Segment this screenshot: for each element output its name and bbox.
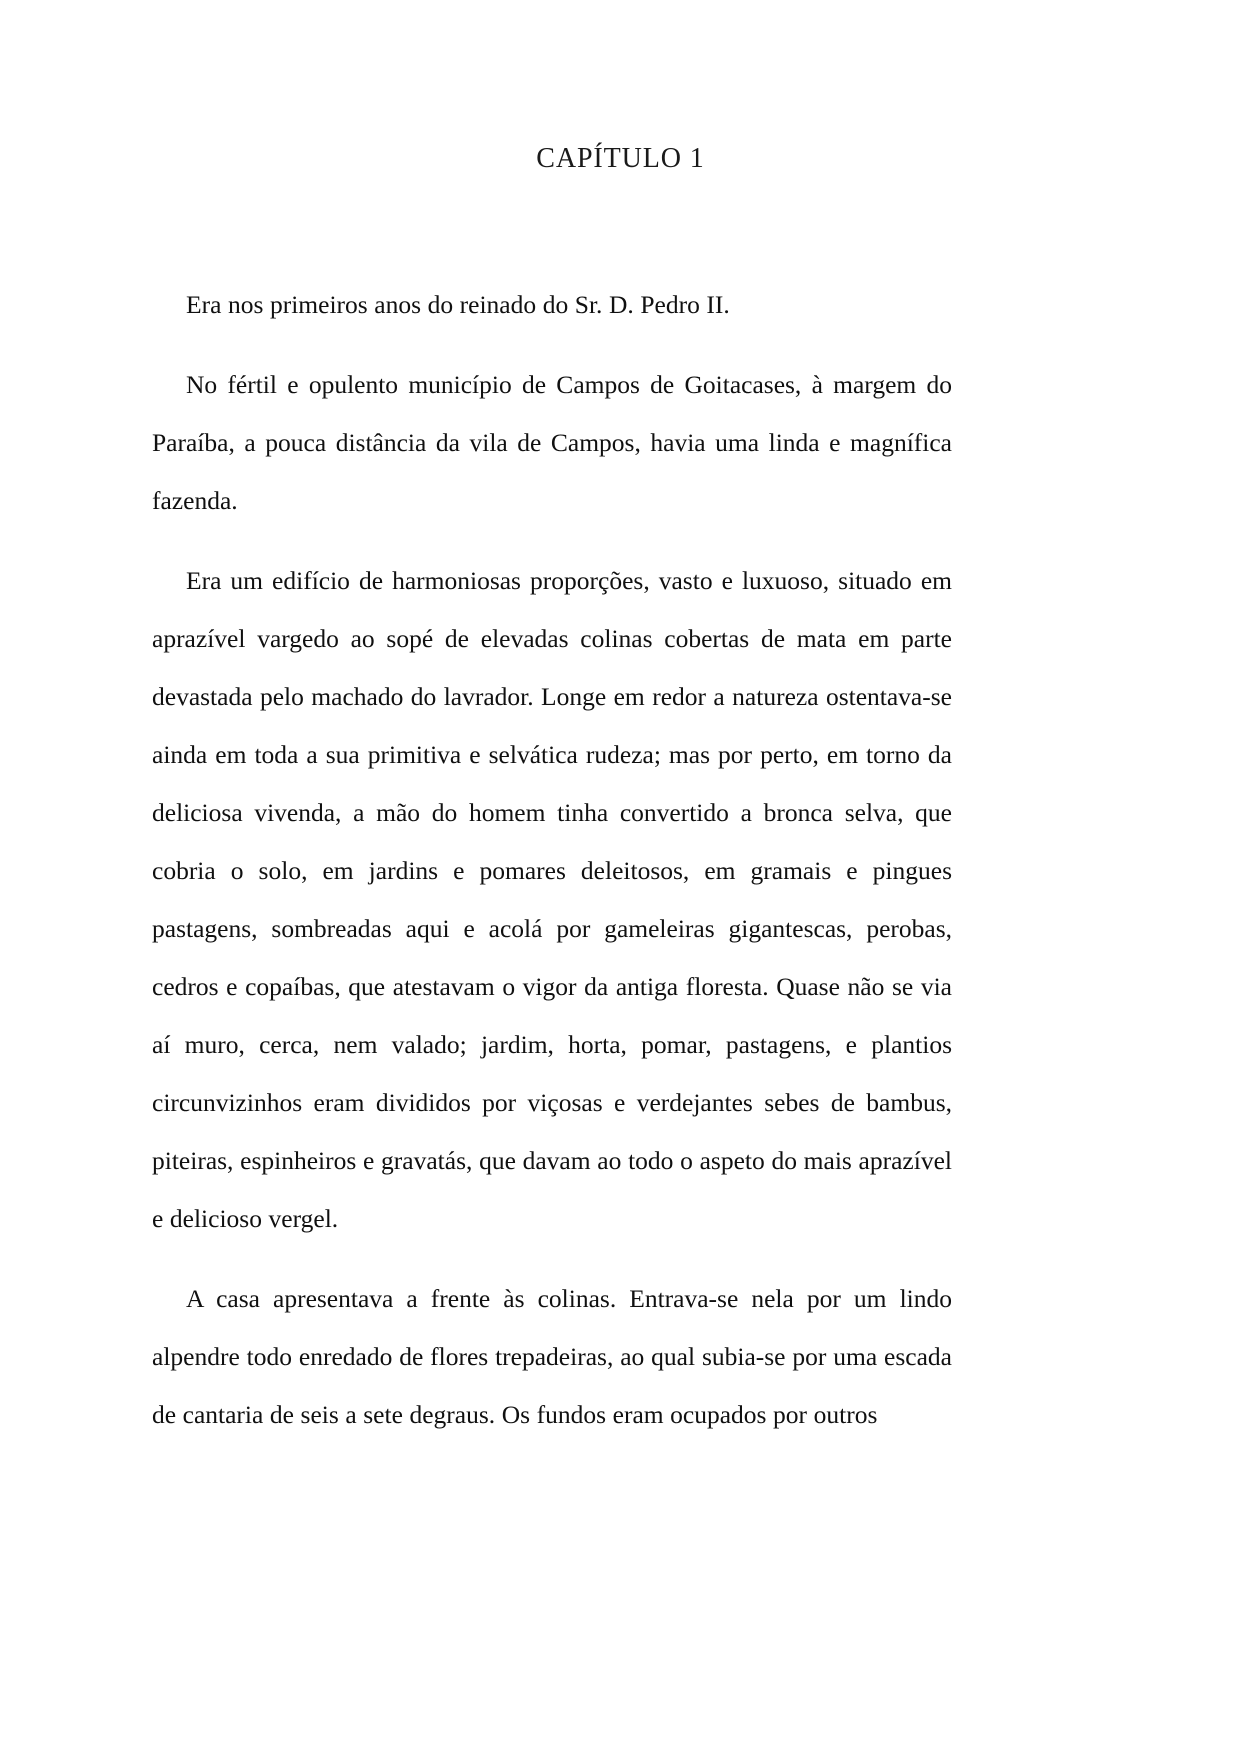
body-text-block [152,276,952,1444]
chapter-heading: CAPÍTULO 1 [536,142,705,174]
paragraph: No fértil e opulento município de Campos de Goitacases, à margem do Paraíba, a pouca distância da vila de Campos, havia uma linda e magnífica fazenda. [152,370,952,515]
paragraph: Era nos primeiros anos do reinado do Sr. D. Pedro II. [186,290,730,319]
paragraph: Era um edifício de harmoniosas proporções, vasto e luxuoso, situado em aprazível vargedo ao sopé de elevadas colinas cobertas de mata em parte devastada pelo machado do lavrador. Longe em redor a natureza ostentava-se ainda em toda a sua primitiva e selvática rudeza; mas por perto, em torno da deliciosa vivenda, a mão do homem tinha convertido a bronca selva, que cobria o solo, em jardins e pomares deleitosos, em gramais e pingues pastagens, sombreadas aqui e acolá por gameleiras gigantescas, perobas, cedros e copaíbas, que atestavam o vigor da antiga floresta. Quase não se via aí muro, cerca, nem valado; jardim, horta, pomar, pastagens, e plantios circunvizinhos eram divididos por viçosas e verdejantes sebes de bambus, piteiras, espinheiros e gravatás, que davam ao todo o aspeto do mais aprazível e delicioso vergel. [152,566,952,1233]
paragraph: A casa apresentava a frente às colinas. Entrava-se nela por um lindo alpendre todo enredado de flores trepadeiras, ao qual subia-se por uma escada de cantaria de seis a sete degraus. Os fundos eram ocupados por outros [152,1284,952,1429]
